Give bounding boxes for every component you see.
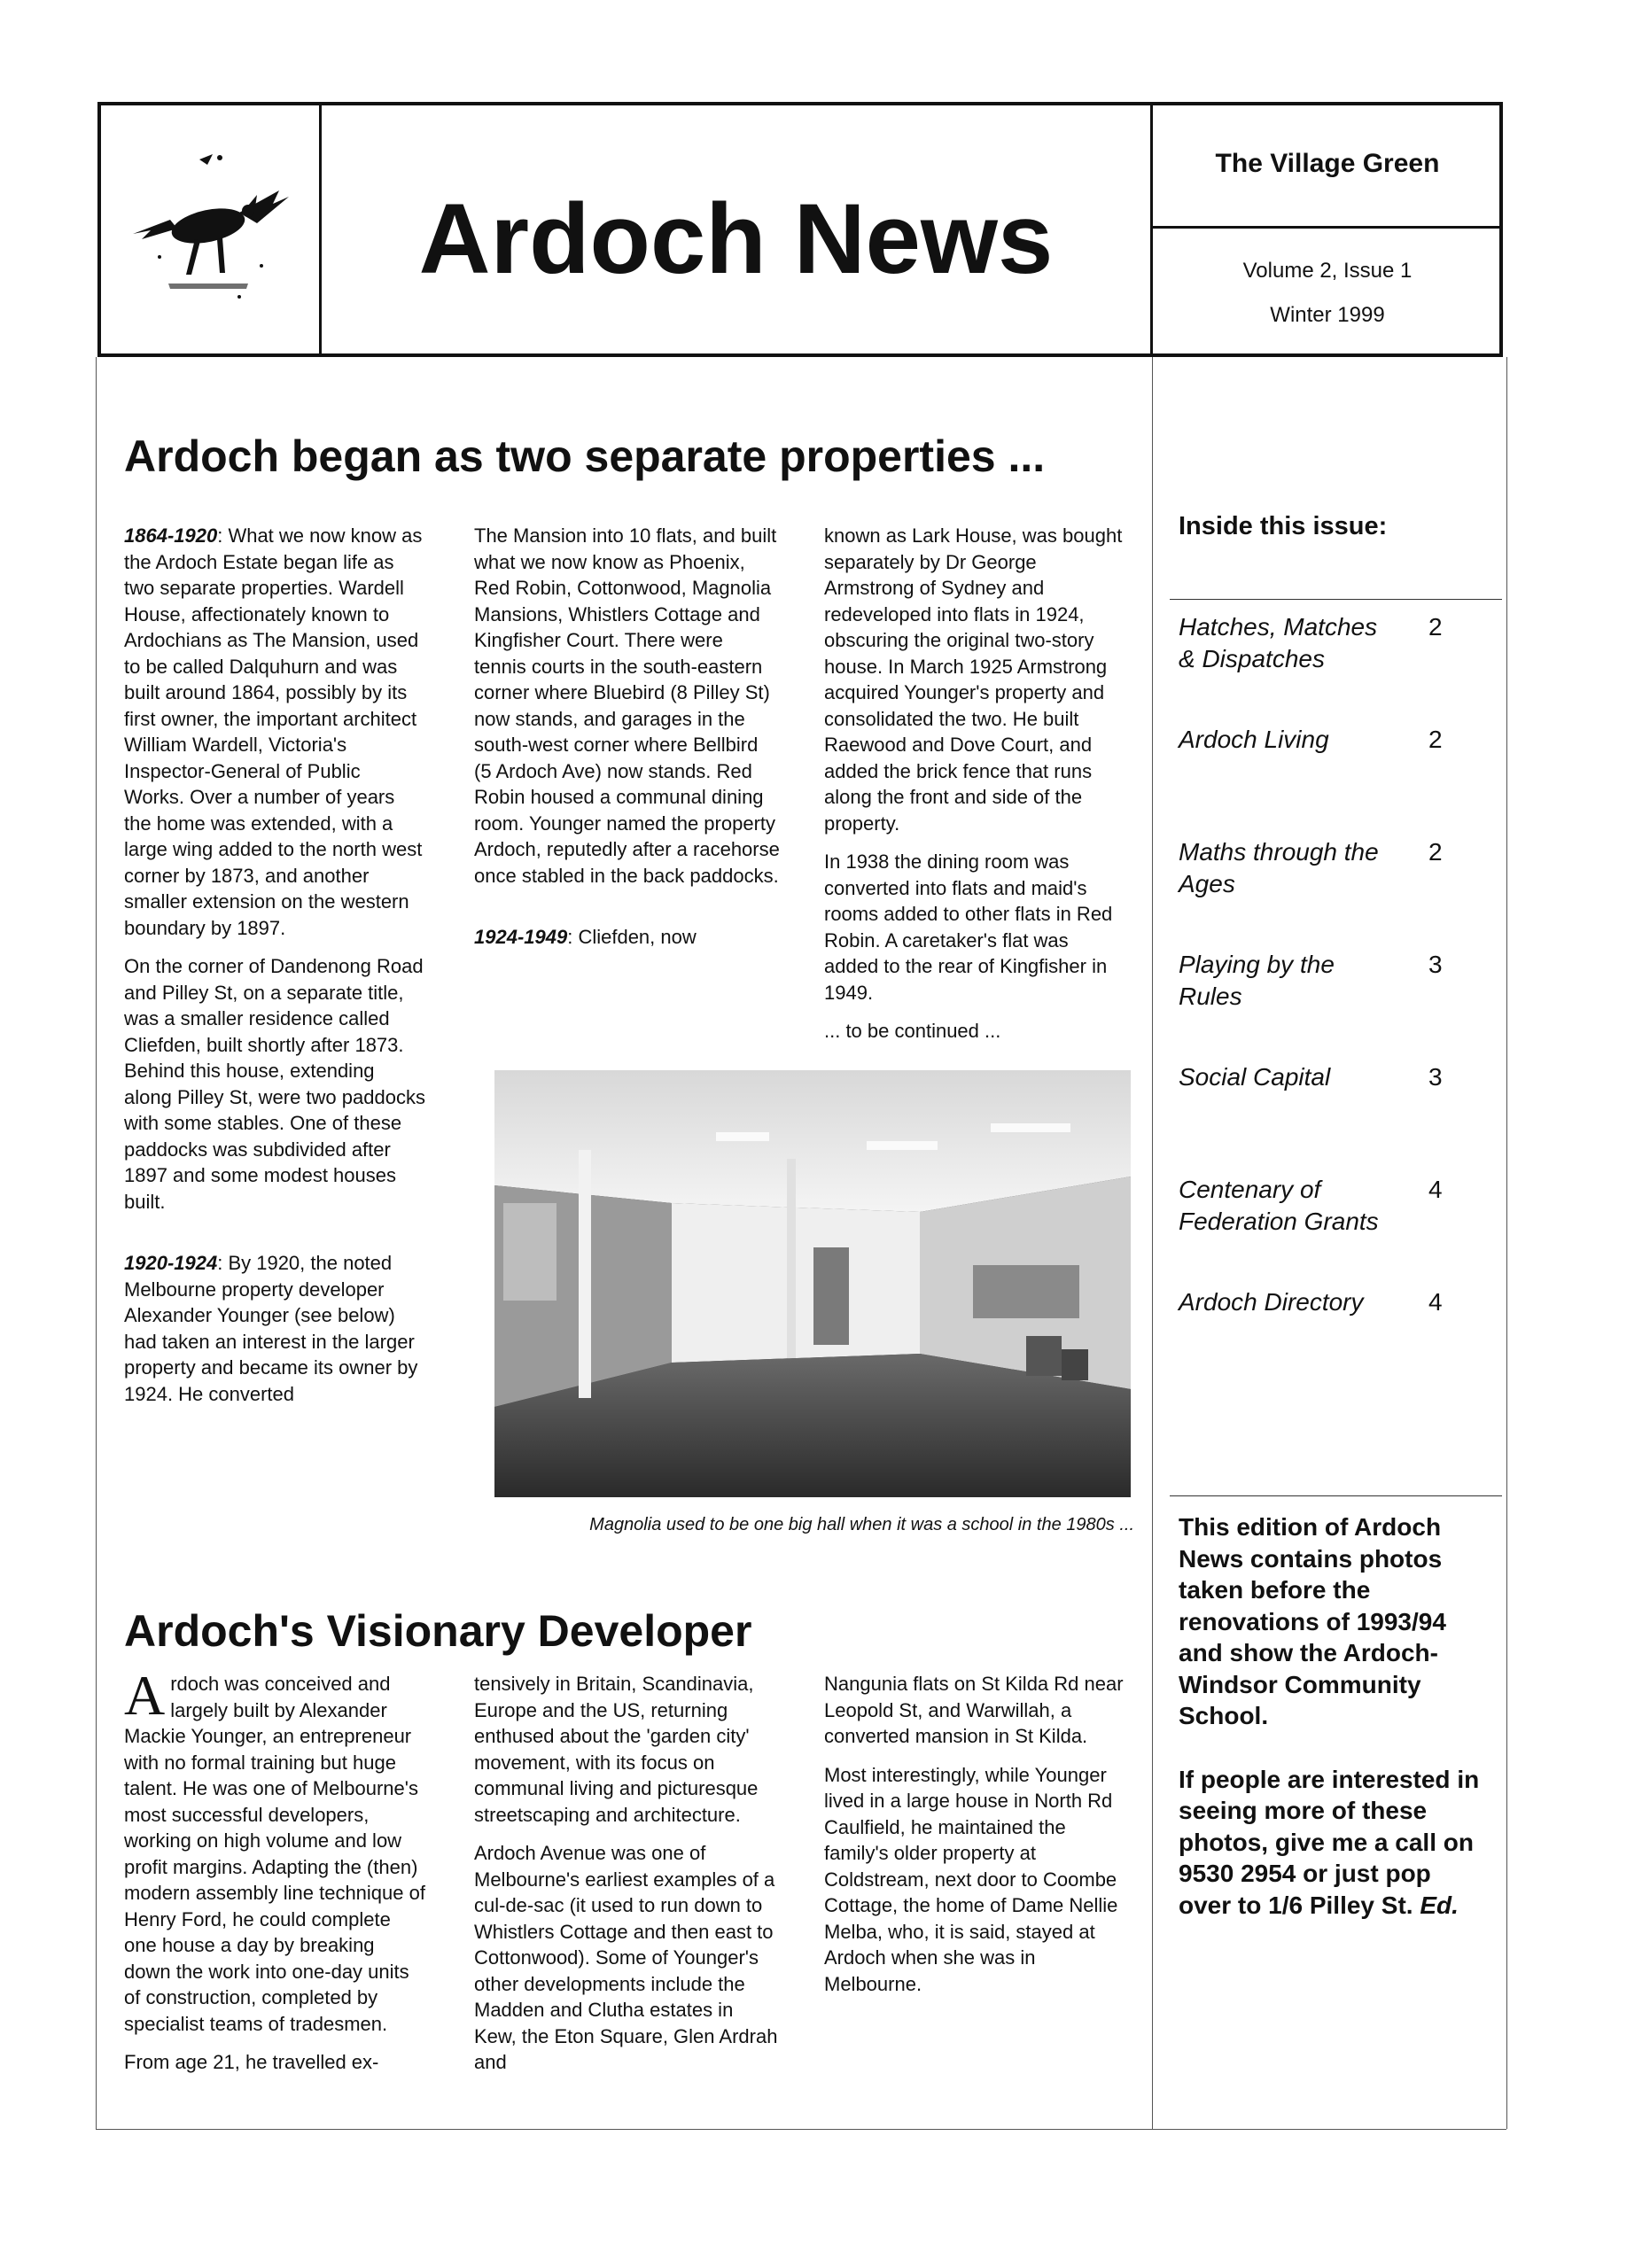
article2-col3-p1: Nangunia flats on St Kilda Rd near Leopold St, and Warwillah, a converted mansion in St Kilda.: [824, 1673, 1124, 1747]
toc-heading: Inside this issue:: [1179, 512, 1388, 540]
article2-col1-p2: From age 21, he travelled ex-: [124, 2051, 379, 2073]
toc-bottom-rule: [1170, 1495, 1502, 1496]
article1-col3-p2: In 1938 the dining room was converted into flats and maid's rooms added to other flats in Red Robin. A caretaker's flat was added to the rear of Kingfisher in 1949.: [824, 850, 1113, 1004]
sidebar-note-contact: If people are interested in seeing more of these photos, give me a call on 9530 2954 or just pop over to 1/6 Pilley St.: [1179, 1765, 1480, 1919]
article1-column-1: [124, 523, 425, 1419]
article1-col1-p3: : By 1920, the noted Melbourne property developer Alexander Younger (see below) had taken an interest in the larger property and became its owner by 1924. He converted: [124, 1252, 418, 1405]
toc-item-title: Social Capital: [1179, 1063, 1331, 1091]
left-margin-rule: [96, 357, 97, 2129]
toc-item-title: Maths through the Ages: [1179, 838, 1379, 897]
sidebar-note-photos: This edition of Ardoch News contains photos taken before the renovations of 1993/94 and show the Ardoch-Windsor Community School.: [1179, 1513, 1446, 1729]
article1-column-2: [474, 523, 780, 963]
sidebar-note-signature: Ed.: [1420, 1891, 1459, 1919]
bottom-rule: [96, 2129, 1506, 2130]
article1-col2-p1: The Mansion into 10 flats, and built what we now know as Phoenix, Red Robin, Cottonwood, Magnolia Mansions, Whistlers Cottage and Kingfisher Court. There were tennis courts in the south-eastern corner where Bluebird (8 Pilley St) now stands, and garages in the south-west corner where Bellbird (5 Ardoch Ave) now stands. Red Robin housed a communal dining room. Younger named the property Ardoch, reputedly after a racehorse once stabled in the back paddocks.: [474, 524, 780, 887]
article1-col1-p2: On the corner of Dandenong Road and Pilley St, on a separate title, was a smaller residence called Cliefden, built shortly after 1873. Behind this house, extending along Pilley St, were two paddocks with some stables. One of these paddocks was subdivided after 1897 and some modest houses built.: [124, 955, 425, 1213]
toc-item-page: 2: [1428, 838, 1443, 866]
article2-column-2: [474, 1671, 780, 2088]
era-label-1864-1920: 1864-1920: [124, 524, 218, 547]
article1-column-3: [824, 523, 1125, 1057]
toc-item-title: Playing by the Rules: [1179, 951, 1335, 1010]
dropcap-letter: A: [124, 1664, 166, 1727]
article1-headline: Ardoch began as two separate properties ...: [124, 431, 1046, 481]
masthead-section: The Village Green: [1215, 149, 1440, 178]
article2-col2-p1: tensively in Britain, Scandinavia, Europe and the US, returning enthused about the 'garden city' movement, with its focus on communal living and picturesque streetscaping and architecture.: [474, 1673, 759, 1826]
sidebar-notes: [1179, 1511, 1484, 1921]
article2-col2-p2: Ardoch Avenue was one of Melbourne's earliest examples of a cul-de-sac (it used to run down to Whistlers Cottage and then east to Cottonwood). Some of Younger's other developments include the Madden and Clutha estates in Kew, the Eton Square, Glen Ardrah and: [474, 1842, 778, 2073]
toc-item-title: Hatches, Matches & Dispatches: [1179, 613, 1378, 672]
article1-continued: ... to be continued ...: [824, 1020, 1001, 1042]
toc-item-page: 4: [1428, 1176, 1443, 1203]
sidebar-divider: [1152, 357, 1153, 2129]
masthead-season: Winter 1999: [1270, 303, 1385, 327]
article1-col1-p1: : What we now know as the Ardoch Estate began life as two separate properties. Wardell House, affectionately known to Ardochians as The Mansion, used to be called Dalquhurn and was built around 1864, possibly by its first owner, the important architect William Wardell, Victoria's Inspector-General of Public Works. Over a number of years the home was extended, with a large wing added to the north west corner by 1873, and another smaller extension on the western boundary by 1897.: [124, 524, 423, 939]
toc-item-page: 3: [1428, 951, 1443, 978]
toc-item-page: 3: [1428, 1063, 1443, 1091]
toc-item-title: Ardoch Directory: [1179, 1288, 1364, 1316]
magnolia-hall-photo: [494, 1070, 1131, 1497]
article2-column-1: [124, 1664, 425, 2088]
toc-top-rule: [1170, 599, 1502, 600]
article1-col2-p2: : Cliefden, now: [567, 926, 697, 948]
article2-headline: Ardoch's Visionary Developer: [124, 1606, 752, 1656]
toc-item-title: Centenary of Federation Grants: [1179, 1176, 1379, 1235]
toc-item-title: Ardoch Living: [1179, 726, 1329, 753]
bird-logo-icon: [115, 142, 301, 310]
photo-caption: Magnolia used to be one big hall when it was a school in the 1980s ...: [589, 1515, 1134, 1534]
article2-col3-p2: Most interestingly, while Younger lived in a large house in North Rd Caulfield, he maintained the family's older property at Coldstream, next door to Coombe Cottage, the home of Dame Nellie Melba, who, it is said, stayed at Ardoch when she was in Melbourne.: [824, 1763, 1118, 1995]
masthead-title: Ardoch News: [418, 183, 1054, 294]
article1-col3-p1: known as Lark House, was bought separately by Dr George Armstrong of Sydney and redeveloped into flats in 1924, obscuring the original two-story house. In March 1925 Armstrong acquired Younger's property and consolidated the two. He built Raewood and Dove Court, and added the brick fence that runs along the front and side of the property.: [824, 524, 1123, 835]
toc-item-page: 2: [1428, 613, 1443, 641]
era-label-1920-1924: 1920-1924: [124, 1252, 218, 1274]
article2-column-3: [824, 1671, 1125, 2009]
article2-col1-p1: rdoch was conceived and largely built by Alexander Mackie Younger, an entrepreneur with no formal training but huge talent. He was one of Melbourne's most successful developers, working on high volume and low profit margins. Adapting the (then) modern assembly line technique of Henry Ford, he could complete one house a day by breaking down the work into one-day units of construction, completed by specialist teams of tradesmen.: [124, 1673, 425, 2035]
toc-item-page: 2: [1428, 726, 1443, 753]
masthead-divider-mid: [1150, 226, 1503, 229]
right-margin-rule: [1506, 357, 1507, 2129]
era-label-1924-1949: 1924-1949: [474, 926, 568, 948]
toc-item-page: 4: [1428, 1288, 1443, 1316]
masthead-volume-issue: Volume 2, Issue 1: [1242, 259, 1413, 283]
